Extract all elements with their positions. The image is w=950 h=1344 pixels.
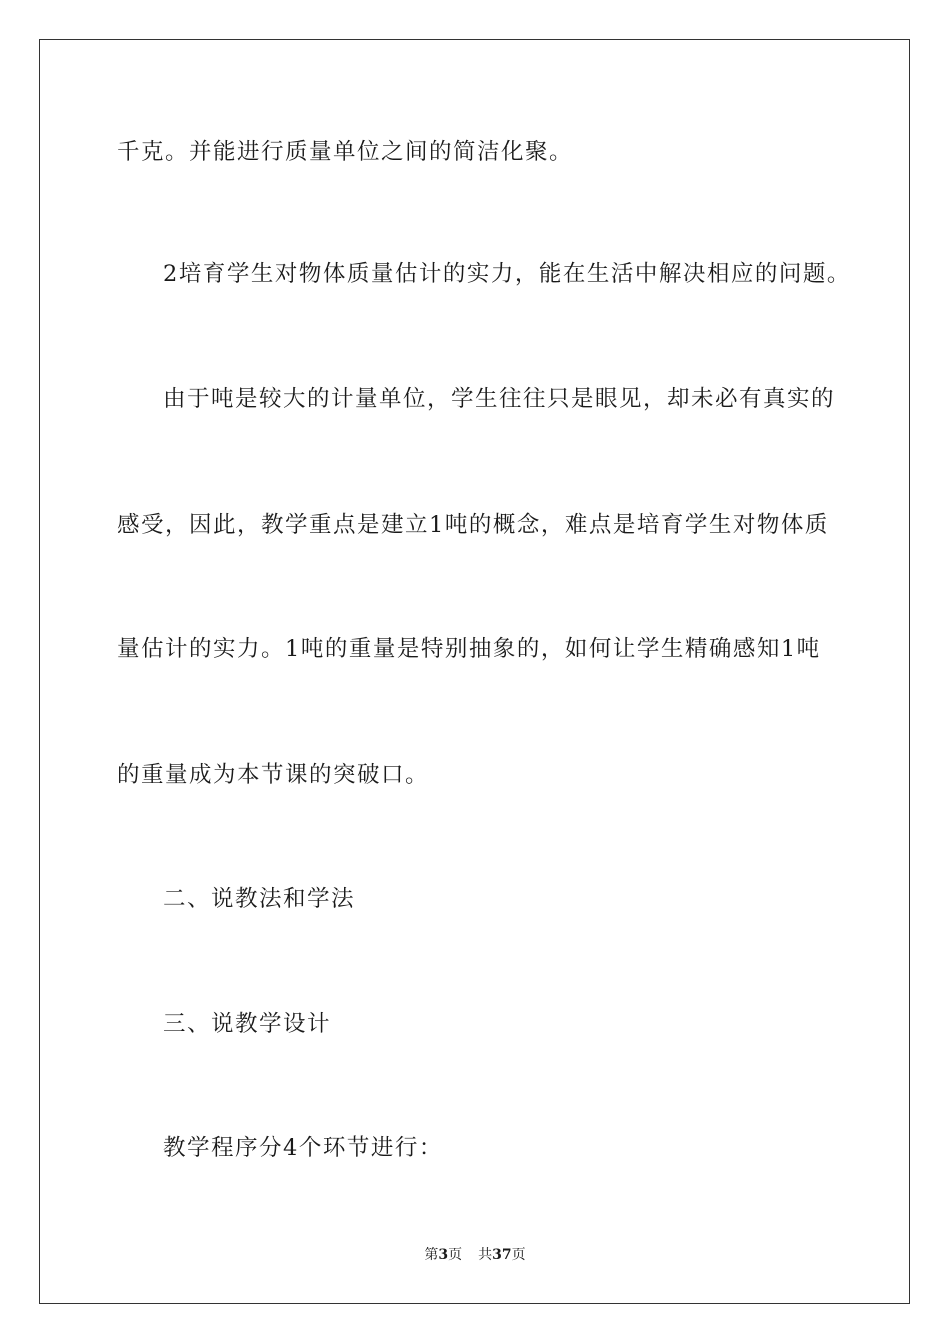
page-footer: [0, 1245, 950, 1265]
section-heading: 二、说教法和学法: [163, 886, 356, 912]
page-prefix: 第: [424, 1247, 439, 1263]
total-suffix: 页: [511, 1247, 526, 1263]
body-text-line: 量估计的实力。1吨的重量是特别抽象的，如何让学生精确感知1吨: [117, 636, 821, 662]
body-text-line: 2培育学生对物体质量估计的实力，能在生活中解决相应的问题。: [163, 261, 851, 287]
section-heading: 三、说教学设计: [163, 1011, 332, 1037]
body-text-line: 感受，因此，教学重点是建立1吨的概念，难点是培育学生对物体质: [117, 512, 829, 538]
page-border: [39, 39, 910, 1304]
body-text-line: 的重量成为本节课的突破口。: [117, 762, 430, 788]
body-text-line: 由于吨是较大的计量单位，学生往往只是眼见，却未必有真实的: [163, 386, 836, 412]
body-text-line: 千克。并能进行质量单位之间的简洁化聚。: [117, 139, 574, 165]
page-number: 3: [438, 1247, 449, 1263]
body-text-line: 教学程序分4个环节进行：: [163, 1135, 443, 1161]
total-pages: 37: [492, 1247, 512, 1263]
page-suffix: 页: [448, 1247, 463, 1263]
total-prefix: 共: [478, 1247, 493, 1263]
